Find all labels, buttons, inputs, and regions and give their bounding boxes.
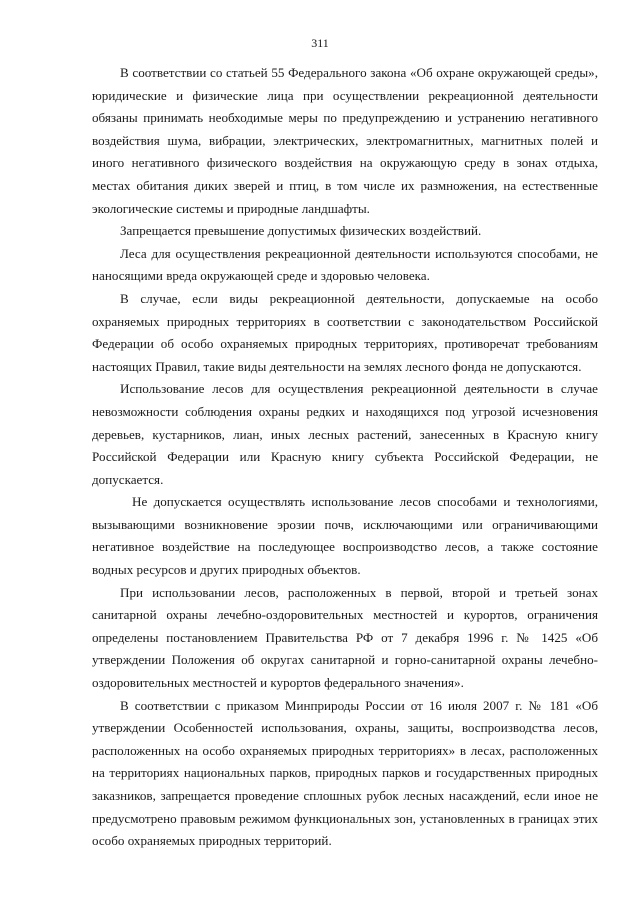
paragraph-red-book: Использование лесов для осуществления рекреационной деятельности в случае невозможности соблюдения охраны редких и находящихся под угрозой исчезновения деревьев, кустарников, лиан, иных лесных растений, занесенных в Красную книгу Российской Федерации или Красную книгу субъекта Российской Федерации, не допускается. [92, 381, 598, 487]
document-body [92, 62, 598, 853]
paragraph-erosion: Не допускается осуществлять использование лесов способами и технологиями, вызывающими возникновение эрозии почв, исключающими или ограничивающими негативное воздействие на последующее воспроизводство лесов, а также состояние водных ресурсов и других природных объектов. [92, 494, 598, 578]
page-number: 311 [311, 36, 329, 50]
paragraph-ministry-order: В соответствии с приказом Минприроды России от 16 июля 2007 г. № 181 «Об утверждении Особенностей использования, охраны, защиты, воспроизводства лесов, расположенных на особо охраняемых природных территориях» в лесах, расположенных на территориях национальных парков, природных парков и государственных природных заказников, запрещается проведение сплошных рубок лесных насаждений, если иное не предусмотрено правовым режимом функциональных зон, установленных в границах этих особо охраняемых природных территорий. [92, 697, 598, 849]
paragraph-article-55: В соответствии со статьей 55 Федерального закона «Об охране окружающей среды», юридические и физические лица при осуществлении рекреационной деятельности обязаны принимать необходимые меры по предупреждению и устранению негативного воздействия шума, вибрации, электрических, электромагнитных, магнитных полей и иного негативного физического воздействия на окружающую среду в зонах отдыха, местах обитания диких зверей и птиц, в том числе их размножения, на естественные экологические системы и природные ландшафты. [92, 65, 598, 216]
paragraph-prohibition: Запрещается превышение допустимых физических воздействий. [120, 223, 482, 239]
paragraph-protected-territories: В случае, если виды рекреационной деятельности, допускаемые на особо охраняемых природных территориях в соответствии с законодательством Российской Федерации об особо охраняемых природных территориях, противоречат требованиям настоящих Правил, такие виды деятельности на землях лесного фонда не допускаются. [92, 290, 598, 374]
paragraph-sanitary-zones: При использовании лесов, расположенных в первой, второй и третьей зонах санитарной охраны лечебно-оздоровительных местностей и курортов, ограничения определены постановлением Правительства РФ от 7 декабря 1996 г. № 1425 «Об утверждении Положения об округах санитарной и горно-санитарной охраны лечебно-оздоровительных местностей и курортов федерального значения». [92, 584, 598, 691]
paragraph-forest-use-methods: Леса для осуществления рекреационной деятельности используются способами, не наносящими вреда окружающей среде и здоровью человека. [92, 245, 598, 284]
